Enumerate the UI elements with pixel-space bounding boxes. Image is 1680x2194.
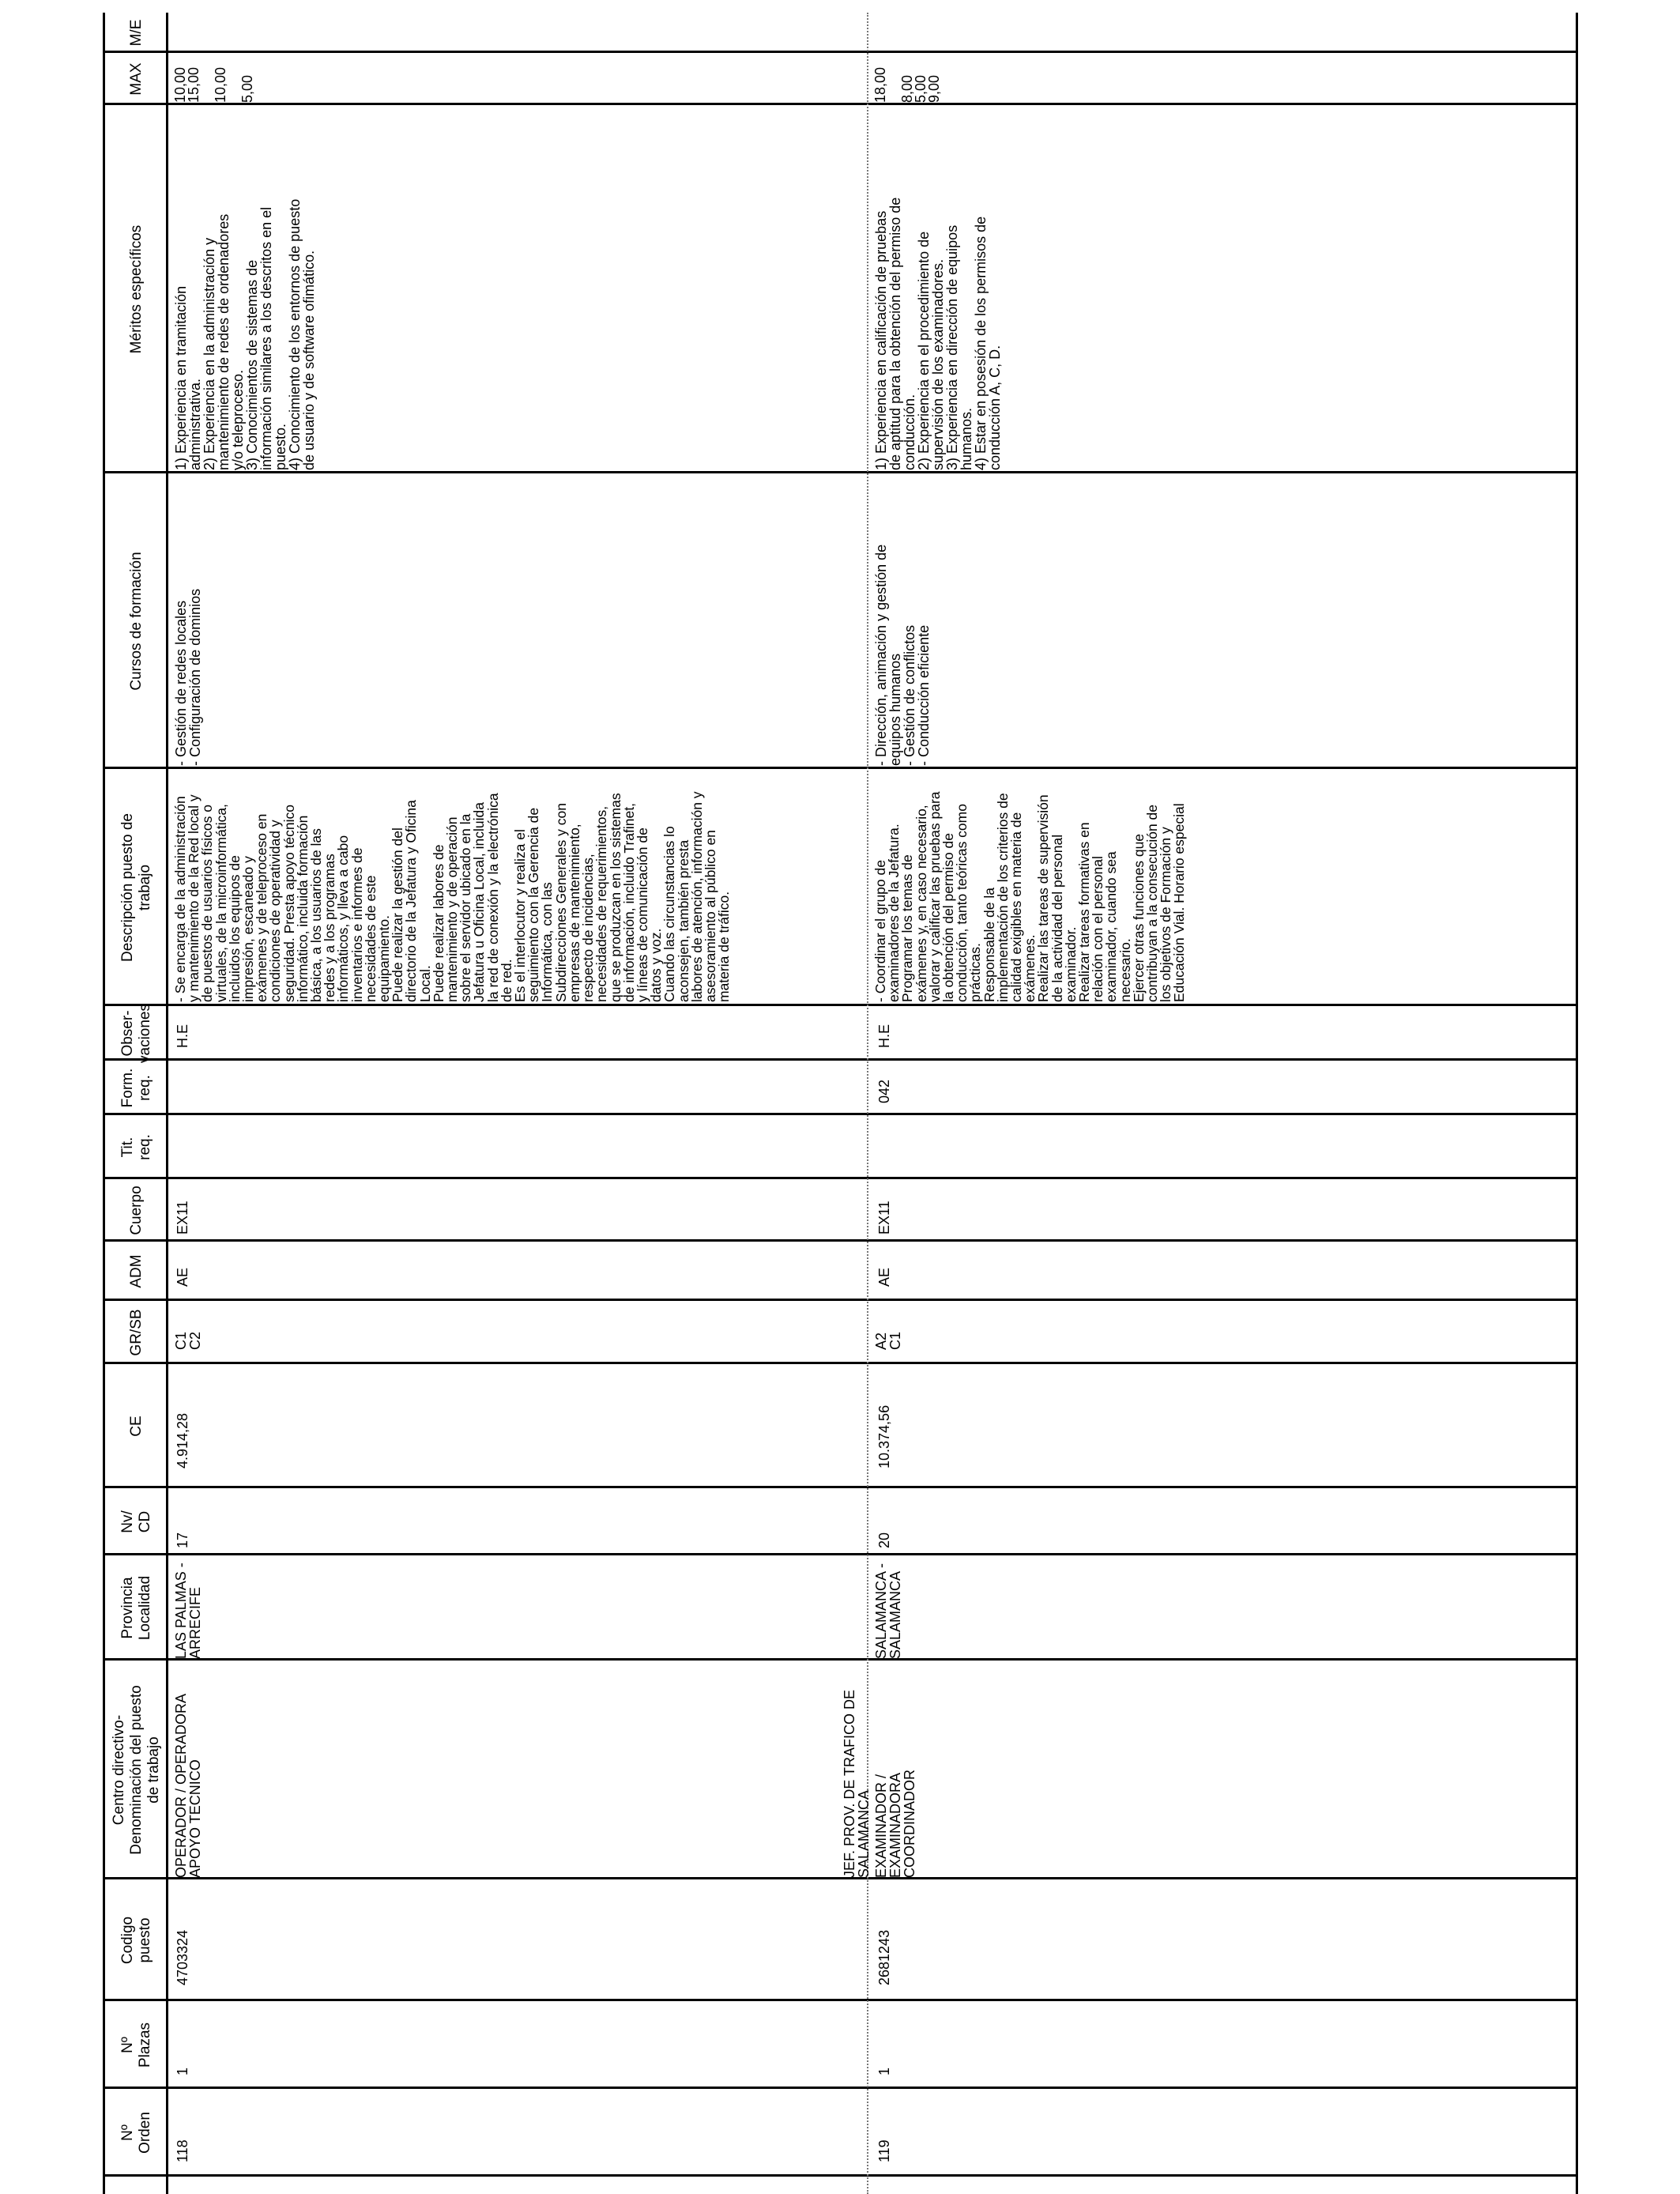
- header-titulacion: Tit. req.: [119, 1134, 153, 1160]
- col-line: [104, 1299, 1576, 1301]
- col-line: [104, 1113, 1576, 1115]
- header-descripcion: Descripción puesto de trabajo: [119, 813, 153, 962]
- header-observaciones: Obser- vaciones: [119, 1004, 153, 1063]
- row-118-observaciones: H.E: [175, 1023, 190, 1048]
- header-meritos: Méritos específicos: [128, 224, 145, 354]
- col-line: [104, 1177, 1576, 1179]
- row-119-codigo: 2681243: [876, 1929, 892, 1985]
- row-119-plazas: 1: [876, 2067, 892, 2075]
- header-bottom-border: [166, 13, 168, 2194]
- header-formacion: Form. req.: [119, 1068, 153, 1108]
- header-n-plazas: Nº Plazas: [119, 2022, 153, 2068]
- header-provincia: Provincia Localidad: [119, 1575, 153, 1641]
- row-119-descripcion: - Coordinar el grupo de examinadores de la Jefatura. Programar los temas de exámenes y, en caso necesario, valorar y calificar las pruebas para la obtención del permiso de conducción, tanto teóricas como prácticas. Responsable de la implementación de los criterios de calidad exigibles en materia de exámenes. Realizar las tareas de supervisión de la actividad del personal examinador. Realizar tareas formativas en relación con el personal examinador, cuando sea necesario. Ejercer otras funciones que contribuyan a la consecución de los objetivos de Formación y Educación Vial. Horario especial: [872, 791, 1188, 1002]
- row-118-denominacion: OPERADOR / OPERADORA APOYO TECNICO: [173, 1693, 203, 1878]
- row-118-adm: AE: [175, 1267, 190, 1287]
- row-118-provincia: LAS PALMAS - ARRECIFE: [173, 1563, 203, 1659]
- table-top-border: [103, 13, 105, 2194]
- row-118-plazas: 1: [175, 2067, 190, 2075]
- row-118-codigo: 4703324: [175, 1929, 190, 1985]
- row-118-ce: 4.914,28: [175, 1412, 190, 1468]
- row-118-nivel: 17: [175, 1532, 190, 1548]
- col-line: [104, 2174, 1576, 2177]
- col-line: [104, 51, 1576, 53]
- row-119-cursos: - Dirección, animación y gestión de equipos humanos - Gestión de conflictos - Conducción eficiente: [873, 544, 932, 766]
- row-119-max: 18,00 8,00 5,00 9,00: [872, 66, 942, 103]
- row-118-cuerpo: EX11: [175, 1201, 190, 1235]
- col-line: [104, 1877, 1576, 1879]
- header-codigo-puesto: Codigo puesto: [119, 1916, 153, 1965]
- header-centro-directivo: Centro directivo- Denominación del puesto de trabajo: [111, 1685, 162, 1855]
- row-119-provincia: SALAMANCA - SALAMANCA: [873, 1563, 903, 1659]
- header-me: M/E: [128, 19, 145, 47]
- row-119-ce: 10.374,56: [876, 1404, 892, 1468]
- col-line: [104, 767, 1576, 769]
- col-line: [104, 1486, 1576, 1488]
- col-line: [104, 103, 1576, 105]
- col-line: [104, 471, 1576, 473]
- header-grupo: GR/SB: [128, 1309, 145, 1356]
- row-118-orden: 118: [175, 2139, 190, 2162]
- row-119-cuerpo: EX11: [876, 1201, 892, 1235]
- header-adm: ADM: [128, 1254, 145, 1288]
- row-118-descripcion: - Se encarga de la administración y mantenimiento de la Red local y de puestos de usuarios físicos o virtuales, de la microinformática, incluidos los equipos de impresión, escaneado y exámenes y de teleproceso en condiciones de operatividad y seguridad. Presta apoyo técnico informático, incluida formación básica, a los usuarios de las redes y a los programas informáticos, y lleva a cabo inventarios e informes de necesidades de este equipamiento. Puede realizar la gestión del directorio de la Jefatura y Oficina Local. Puede realizar labores de mantenimiento y de operación sobre el servidor ubicado en la Jefatura u Oficina Local, incluida la red de conexión y la electrónica de red. Es el interlocutor y realiza el seguimiento con la Gerencia de Informática, con las Subdirecciones Generales y con empresas de mantenimiento, respecto de incidencias, necesidades de requerimientos, que se produzcan en los sistemas de información, incluido Trafinet, y líneas de comunicación de datos y voz. Cuando las circunstancias lo aconsejen, también presta labores de atención, información y asesoramiento al público en materia de tráfico.: [172, 791, 733, 1002]
- col-line: [104, 2087, 1576, 2089]
- row-119-formacion: 042: [876, 1079, 892, 1103]
- row-119-meritos: 1) Experiencia en calificación de pruebas de aptitud para la obtención del permiso de conducción. 2) Experiencia en el procedimiento de supervisión de los examinadores. 3) Experiencia en dirección de equipos humanos. 4) Estar en posesión de los permisos de conducción A, C, D.: [873, 197, 1003, 470]
- header-nivel-cd: Nv/ CD: [119, 1510, 153, 1533]
- header-max: MAX: [128, 62, 145, 96]
- row-119-nivel: 20: [876, 1532, 892, 1548]
- section-header-salamanca: JEF. PROV. DE TRAFICO DE SALAMANCA: [842, 1689, 872, 1878]
- header-cursos: Cursos de formación: [128, 552, 145, 691]
- row-119-denominacion: EXAMINADOR / EXAMINADORA COORDINADOR: [873, 1769, 917, 1878]
- col-line: [104, 1999, 1576, 2001]
- row-119-grupo: A2 C1: [873, 1331, 903, 1350]
- col-line: [104, 1553, 1576, 1555]
- table-bottom-border: [1576, 13, 1578, 2194]
- col-line: [104, 1239, 1576, 1242]
- row-118-meritos: 1) Experiencia en tramitación administrativa. 2) Experiencia en la administración y mantenimiento de redes de ordenadores y/o teleproceso. 3) Conocimientos de sistemas de información similares a los descritos en el puesto. 4) Conocimiento de los entornos de puesto de usuario y de software ofimático.: [173, 198, 317, 470]
- header-cuerpo: Cuerpo: [128, 1186, 145, 1235]
- col-line: [104, 1362, 1576, 1364]
- row-118-grupo: C1 C2: [173, 1331, 203, 1350]
- col-line: [104, 1058, 1576, 1061]
- header-n-orden: Nº Orden: [119, 2112, 153, 2154]
- col-line: [104, 1658, 1576, 1661]
- row-118-max: 10,00 15,00 10,00 5,00: [172, 66, 255, 103]
- row-119-observaciones: H.E: [876, 1023, 892, 1048]
- row-119-orden: 119: [876, 2139, 892, 2162]
- row-118-cursos: - Gestión de redes locales - Configuración de dominios: [173, 588, 203, 766]
- row-119-adm: AE: [876, 1267, 892, 1287]
- col-line: [104, 1004, 1576, 1006]
- header-ce: CE: [128, 1416, 145, 1437]
